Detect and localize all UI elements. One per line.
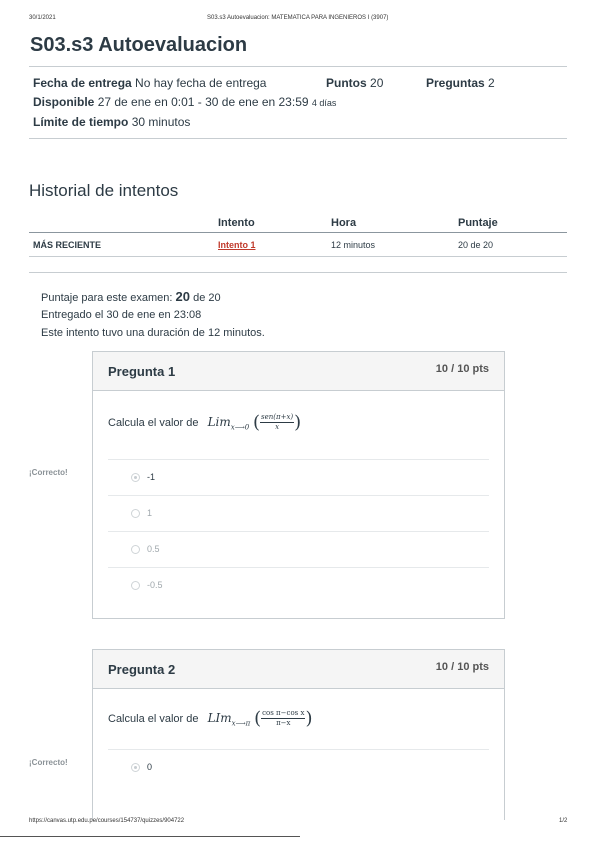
paren-right: )	[305, 708, 313, 729]
question-header	[93, 650, 504, 689]
question-points: 10 / 10 pts	[435, 363, 489, 375]
question-name: Pregunta 2	[108, 662, 176, 677]
answer-label: 1	[147, 508, 153, 518]
answer-label: -1	[147, 472, 156, 482]
math-fraction	[261, 709, 305, 728]
score-suffix: de 20	[193, 292, 221, 304]
points	[326, 76, 383, 90]
questions-label: Preguntas	[426, 76, 485, 90]
points-label: Puntos	[326, 76, 367, 90]
radio-selected-icon[interactable]	[131, 763, 140, 772]
radio-selected-icon[interactable]	[131, 473, 140, 482]
math-numerator: cos π−cos x	[262, 709, 305, 717]
availability	[33, 95, 336, 109]
correct-label: ¡Correcto!	[29, 758, 68, 767]
score-value: 20	[175, 289, 191, 304]
answer-label: 0	[147, 762, 153, 772]
points-value: 20	[370, 76, 384, 90]
score-prefix: Puntaje para este examen:	[41, 292, 173, 304]
table-row-divider	[29, 256, 567, 257]
math-expression	[207, 412, 302, 433]
time-limit-value: 30 minutos	[131, 115, 191, 129]
print-footer-url: https://canvas.utp.edu.pe/courses/154737/quizzes/904722	[29, 818, 185, 824]
answer-option[interactable]	[108, 749, 489, 786]
question-2	[92, 649, 505, 820]
question-prompt	[108, 708, 312, 729]
submitted-at: Entregado el 30 de ene en 23:08	[41, 309, 202, 321]
math-fn: LIm	[207, 711, 232, 725]
math-sub: x⟶π	[231, 719, 251, 728]
col-score-header: Puntaje	[458, 217, 498, 229]
answer-label: -0.5	[147, 580, 163, 590]
row-label: MÁS RECIENTE	[33, 240, 102, 250]
available-value: 27 de ene en 0:01 - 30 de ene en 23:59	[97, 95, 309, 109]
math-fn: Lim	[207, 415, 231, 429]
math-denominator: x	[275, 423, 280, 431]
score-summary	[41, 289, 221, 304]
question-name: Pregunta 1	[108, 364, 176, 379]
due-label: Fecha de entrega	[33, 76, 132, 90]
available-label: Disponible	[33, 95, 95, 109]
math-expression	[207, 708, 313, 729]
question-count	[426, 76, 495, 90]
due-date	[33, 76, 266, 90]
due-value: No hay fecha de entrega	[135, 76, 267, 90]
math-fraction	[260, 413, 294, 432]
answer-option[interactable]	[108, 567, 489, 604]
attempt-score: 20 de 20	[458, 240, 494, 250]
question-points: 10 / 10 pts	[435, 661, 489, 673]
radio-icon[interactable]	[131, 581, 140, 590]
prompt-text: Calcula el valor de	[108, 713, 199, 725]
col-time-header: Hora	[331, 217, 357, 229]
print-doc-title: S03.s3 Autoevaluacion: MATEMATICA PARA INGENIEROS I (3907)	[207, 15, 389, 21]
page-title: S03.s3 Autoevaluacion	[30, 34, 248, 56]
question-1	[92, 351, 505, 619]
prompt-text: Calcula el valor de	[108, 417, 199, 429]
radio-icon[interactable]	[131, 545, 140, 554]
attempt-duration: Este intento tuvo una duración de 12 minutos.	[41, 327, 265, 339]
paren-right: )	[294, 412, 302, 433]
paren-left: (	[254, 708, 262, 729]
answer-option[interactable]	[108, 459, 489, 496]
page-edge-line	[0, 836, 300, 837]
col-attempt-header: Intento	[218, 217, 255, 229]
divider	[29, 66, 567, 67]
radio-icon[interactable]	[131, 509, 140, 518]
paren-left: (	[253, 412, 261, 433]
math-sub: x⟶0	[230, 423, 250, 432]
questions-value: 2	[488, 76, 495, 90]
print-date: 30/1/2021	[29, 15, 56, 21]
available-days: 4 días	[311, 98, 337, 108]
divider	[29, 272, 567, 273]
question-prompt	[108, 412, 301, 433]
print-page-number: 1/2	[559, 818, 568, 824]
history-title: Historial de intentos	[29, 181, 179, 200]
time-limit-label: Límite de tiempo	[33, 115, 129, 129]
divider	[29, 138, 567, 139]
answer-option[interactable]	[108, 495, 489, 532]
math-denominator: π−x	[276, 719, 291, 727]
question-header	[93, 352, 504, 391]
attempt-link[interactable]: Intento 1	[218, 240, 256, 250]
answer-option[interactable]	[108, 531, 489, 568]
math-numerator: sen(π+x)	[261, 413, 294, 421]
answer-label: 0.5	[147, 544, 160, 554]
time-limit	[33, 115, 190, 129]
correct-label: ¡Correcto!	[29, 468, 68, 477]
table-header-divider	[29, 232, 567, 233]
attempt-time: 12 minutos	[331, 240, 376, 250]
